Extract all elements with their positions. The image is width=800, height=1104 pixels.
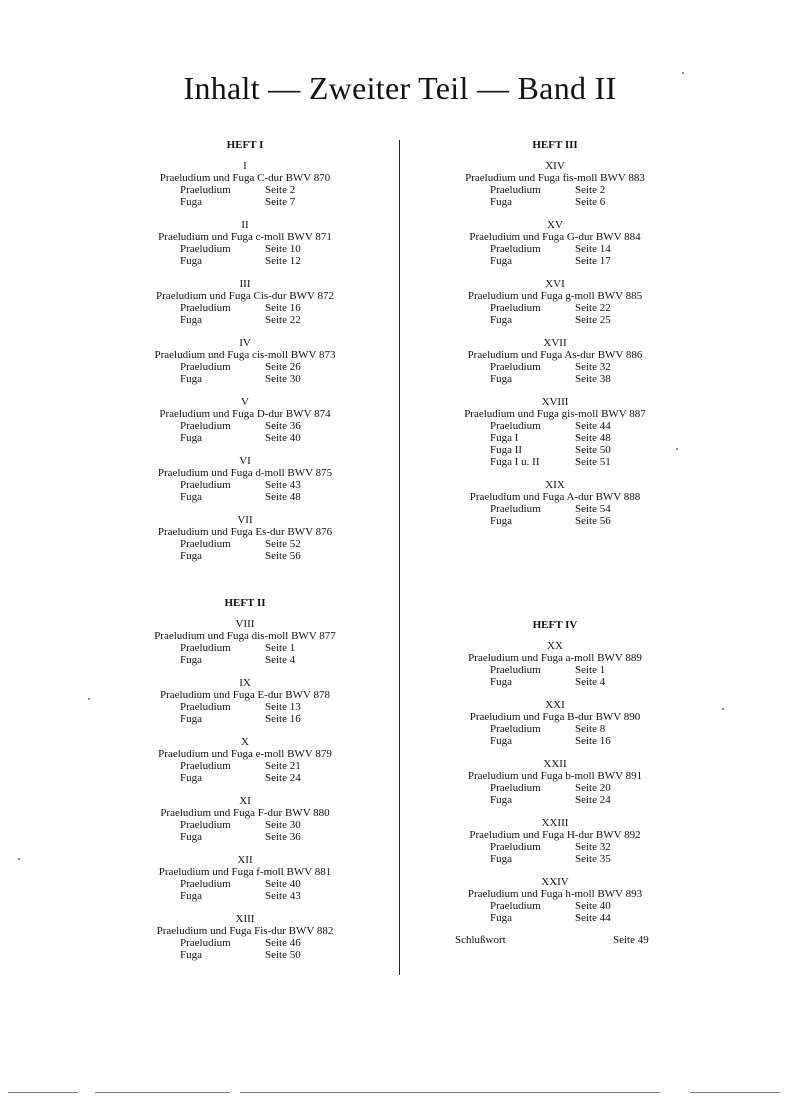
page-number: Seite 12 bbox=[265, 255, 301, 267]
page-number: Seite 40 bbox=[265, 432, 301, 444]
page-number: Seite 54 bbox=[575, 503, 611, 515]
part-row bbox=[405, 432, 705, 444]
part-label: Fuga bbox=[180, 772, 202, 784]
roman-numeral: XXI bbox=[545, 699, 565, 711]
page-number: Seite 48 bbox=[575, 432, 611, 444]
part-row bbox=[405, 735, 705, 747]
roman-numeral: VIII bbox=[235, 618, 255, 630]
part-label: Praeludium bbox=[180, 302, 231, 314]
part-label: Praeludium bbox=[490, 723, 541, 735]
part-row bbox=[95, 550, 395, 562]
part-row bbox=[405, 853, 705, 865]
toc-entry bbox=[95, 736, 395, 784]
part-row bbox=[95, 937, 395, 949]
part-row bbox=[405, 255, 705, 267]
page-number: Seite 1 bbox=[575, 664, 606, 676]
entry-title: Praeludium und Fuga As-dur BWV 886 bbox=[467, 349, 643, 361]
page-number: Seite 50 bbox=[575, 444, 611, 456]
entry-title: Praeludium und Fuga a-moll BWV 889 bbox=[468, 652, 642, 664]
part-row bbox=[95, 196, 395, 208]
part-label: Praeludium bbox=[180, 243, 231, 255]
part-label: Fuga bbox=[180, 491, 202, 503]
scan-speck bbox=[88, 698, 90, 700]
part-row bbox=[405, 723, 705, 735]
part-label: Fuga bbox=[490, 735, 512, 747]
page-number: Seite 26 bbox=[265, 361, 301, 373]
part-label: Fuga bbox=[490, 373, 512, 385]
page-number: Seite 22 bbox=[575, 302, 611, 314]
toc-entry bbox=[95, 618, 395, 666]
page-number: Seite 43 bbox=[265, 479, 301, 491]
page-number: Seite 25 bbox=[575, 314, 611, 326]
page-number: Seite 56 bbox=[265, 550, 301, 562]
part-row bbox=[95, 361, 395, 373]
toc-entry bbox=[405, 479, 705, 527]
page-number: Seite 43 bbox=[265, 890, 301, 902]
page-number: Seite 46 bbox=[265, 937, 301, 949]
page-number: Seite 14 bbox=[575, 243, 611, 255]
part-label: Praeludium bbox=[490, 243, 541, 255]
heft-heading: HEFT II bbox=[224, 597, 266, 609]
part-label: Praeludium bbox=[180, 479, 231, 491]
entry-title: Praeludium und Fuga g-moll BWV 885 bbox=[467, 290, 643, 302]
scan-rule bbox=[95, 1092, 230, 1093]
page-number: Seite 24 bbox=[265, 772, 301, 784]
part-label: Praeludium bbox=[490, 302, 541, 314]
part-label: Fuga bbox=[180, 949, 202, 961]
entry-title: Praeludium und Fuga F-dur BWV 880 bbox=[160, 807, 330, 819]
part-label: Fuga bbox=[490, 255, 512, 267]
part-label: Praeludium bbox=[180, 701, 231, 713]
part-row bbox=[405, 900, 705, 912]
page-number: Seite 13 bbox=[265, 701, 301, 713]
scan-speck bbox=[676, 448, 678, 450]
roman-numeral: X bbox=[241, 736, 249, 748]
part-row bbox=[95, 491, 395, 503]
part-label: Fuga bbox=[490, 912, 512, 924]
part-label: Fuga bbox=[180, 432, 202, 444]
part-row bbox=[95, 949, 395, 961]
part-label: Praeludium bbox=[180, 878, 231, 890]
toc-entry bbox=[405, 699, 705, 747]
roman-numeral: XIX bbox=[545, 479, 565, 491]
page-number: Seite 4 bbox=[265, 654, 296, 666]
roman-numeral: XVI bbox=[545, 278, 565, 290]
page-number: Seite 4 bbox=[575, 676, 606, 688]
part-label: Fuga bbox=[180, 831, 202, 843]
page-number: Seite 2 bbox=[265, 184, 296, 196]
part-label: Praeludium bbox=[490, 361, 541, 373]
scan-rule bbox=[240, 1092, 660, 1093]
part-label: Fuga bbox=[490, 794, 512, 806]
part-row bbox=[405, 676, 705, 688]
part-label: Praeludium bbox=[180, 819, 231, 831]
entry-title: Praeludium und Fuga Es-dur BWV 876 bbox=[157, 526, 333, 538]
part-label: Praeludium bbox=[180, 937, 231, 949]
toc-entry bbox=[95, 795, 395, 843]
part-label: Praeludium bbox=[490, 664, 541, 676]
page-number: Seite 17 bbox=[575, 255, 611, 267]
part-row bbox=[95, 373, 395, 385]
roman-numeral: VII bbox=[237, 514, 253, 526]
toc-entry bbox=[95, 337, 395, 385]
page-number: Seite 38 bbox=[575, 373, 611, 385]
part-row bbox=[405, 444, 705, 456]
page-number: Seite 16 bbox=[265, 302, 301, 314]
roman-numeral: XXIII bbox=[541, 817, 569, 829]
part-label: Fuga II bbox=[490, 444, 523, 456]
page-number: Seite 51 bbox=[575, 456, 611, 468]
part-row bbox=[95, 432, 395, 444]
toc-entry bbox=[95, 278, 395, 326]
toc-entry bbox=[405, 278, 705, 326]
part-label: Fuga bbox=[180, 654, 202, 666]
page-number: Seite 20 bbox=[575, 782, 611, 794]
page-number: Seite 56 bbox=[575, 515, 611, 527]
part-row bbox=[95, 479, 395, 491]
page-number: Seite 35 bbox=[575, 853, 611, 865]
entry-title: Praeludium und Fuga A-dur BWV 888 bbox=[469, 491, 641, 503]
page-number: Seite 7 bbox=[265, 196, 296, 208]
part-label: Praeludium bbox=[180, 642, 231, 654]
part-label: Praeludium bbox=[490, 503, 541, 515]
part-row bbox=[95, 243, 395, 255]
entry-title: Praeludium und Fuga Cis-dur BWV 872 bbox=[156, 290, 334, 302]
part-row bbox=[95, 878, 395, 890]
part-label: Fuga bbox=[180, 255, 202, 267]
page-title: Inhalt — Zweiter Teil — Band II bbox=[183, 70, 617, 106]
part-row bbox=[95, 713, 395, 725]
toc-entry bbox=[405, 160, 705, 208]
entry-title: Praeludium und Fuga cis-moll BWV 873 bbox=[154, 349, 336, 361]
page-number: Seite 16 bbox=[575, 735, 611, 747]
heft-heading: HEFT IV bbox=[532, 619, 578, 631]
part-label: Fuga bbox=[180, 550, 202, 562]
part-row bbox=[95, 302, 395, 314]
part-row bbox=[95, 890, 395, 902]
part-row bbox=[405, 302, 705, 314]
part-label: Fuga bbox=[490, 853, 512, 865]
roman-numeral: XII bbox=[237, 854, 253, 866]
part-row bbox=[95, 772, 395, 784]
part-row bbox=[405, 196, 705, 208]
scan-rule bbox=[8, 1092, 78, 1093]
entry-title: Praeludium und Fuga B-dur BWV 890 bbox=[469, 711, 641, 723]
part-label: Praeludium bbox=[490, 841, 541, 853]
part-label: Fuga bbox=[490, 314, 512, 326]
part-row bbox=[405, 184, 705, 196]
part-row bbox=[405, 420, 705, 432]
entry-title: Praeludium und Fuga G-dur BWV 884 bbox=[469, 231, 641, 243]
roman-numeral: I bbox=[243, 160, 247, 172]
part-label: Praeludium bbox=[180, 760, 231, 772]
toc-entry bbox=[95, 677, 395, 725]
part-row bbox=[95, 255, 395, 267]
page-number: Seite 36 bbox=[265, 420, 301, 432]
right-column bbox=[405, 138, 705, 948]
roman-numeral: V bbox=[241, 396, 249, 408]
part-label: Fuga bbox=[490, 196, 512, 208]
part-row bbox=[405, 794, 705, 806]
page-number: Seite 24 bbox=[575, 794, 611, 806]
left-column bbox=[95, 138, 395, 961]
entry-title: Praeludium und Fuga H-dur BWV 892 bbox=[469, 829, 641, 841]
part-row bbox=[95, 701, 395, 713]
roman-numeral: XV bbox=[547, 219, 563, 231]
entry-title: Praeludium und Fuga c-moll BWV 871 bbox=[158, 231, 332, 243]
toc-entry bbox=[95, 514, 395, 562]
toc-entry bbox=[405, 337, 705, 385]
roman-numeral: IV bbox=[239, 337, 251, 349]
page-number: Seite 36 bbox=[265, 831, 301, 843]
toc-entry bbox=[405, 396, 705, 468]
scan-speck bbox=[18, 858, 20, 860]
entry-title: Praeludium und Fuga b-moll BWV 891 bbox=[467, 770, 643, 782]
scan-speck bbox=[682, 72, 684, 74]
entry-title: Praeludium und Fuga d-moll BWV 875 bbox=[157, 467, 333, 479]
part-label: Praeludium bbox=[490, 782, 541, 794]
part-label: Praeludium bbox=[490, 900, 541, 912]
part-row bbox=[405, 456, 705, 468]
part-row bbox=[405, 314, 705, 326]
part-label: Fuga bbox=[180, 314, 202, 326]
page-number: Seite 40 bbox=[265, 878, 301, 890]
toc-entry bbox=[95, 913, 395, 961]
part-label: Fuga bbox=[490, 676, 512, 688]
toc-entry bbox=[95, 854, 395, 902]
part-row bbox=[405, 841, 705, 853]
page-number: Seite 30 bbox=[265, 373, 301, 385]
page-number: Seite 30 bbox=[265, 819, 301, 831]
page-number: Seite 50 bbox=[265, 949, 301, 961]
page-number: Seite 52 bbox=[265, 538, 301, 550]
entry-title: Praeludium und Fuga Fis-dur BWV 882 bbox=[156, 925, 334, 937]
part-label: Fuga bbox=[180, 196, 202, 208]
page-number: Seite 22 bbox=[265, 314, 301, 326]
part-row bbox=[405, 782, 705, 794]
part-row bbox=[95, 420, 395, 432]
part-label: Fuga I u. II bbox=[490, 456, 540, 468]
part-row bbox=[95, 831, 395, 843]
page-number: Seite 16 bbox=[265, 713, 301, 725]
part-label: Fuga bbox=[490, 515, 512, 527]
roman-numeral: XXIV bbox=[541, 876, 569, 888]
page-number: Seite 32 bbox=[575, 361, 611, 373]
scan-rule bbox=[690, 1092, 780, 1093]
part-label: Fuga bbox=[180, 373, 202, 385]
part-label: Praeludium bbox=[180, 538, 231, 550]
entry-title: Praeludium und Fuga C-dur BWV 870 bbox=[159, 172, 331, 184]
part-label: Praeludium bbox=[180, 361, 231, 373]
roman-numeral: XX bbox=[547, 640, 563, 652]
roman-numeral: VI bbox=[239, 455, 251, 467]
roman-numeral: XI bbox=[239, 795, 251, 807]
part-row bbox=[95, 642, 395, 654]
part-label: Praeludium bbox=[180, 420, 231, 432]
page-number: Seite 1 bbox=[265, 642, 296, 654]
page-number: Seite 48 bbox=[265, 491, 301, 503]
page-number: Seite 21 bbox=[265, 760, 301, 772]
heft-heading: HEFT I bbox=[226, 139, 264, 151]
part-row bbox=[405, 361, 705, 373]
part-row bbox=[405, 912, 705, 924]
scan-speck bbox=[722, 708, 724, 710]
page-number: Seite 40 bbox=[575, 900, 611, 912]
part-row bbox=[95, 654, 395, 666]
closing-row bbox=[405, 934, 705, 948]
entry-title: Praeludium und Fuga f-moll BWV 881 bbox=[158, 866, 332, 878]
roman-numeral: XIII bbox=[235, 913, 255, 925]
part-label: Fuga bbox=[180, 890, 202, 902]
entry-title: Praeludium und Fuga dis-moll BWV 877 bbox=[154, 630, 336, 642]
roman-numeral: XVII bbox=[543, 337, 567, 349]
entry-title: Praeludium und Fuga h-moll BWV 893 bbox=[467, 888, 643, 900]
part-row bbox=[405, 515, 705, 527]
part-row bbox=[95, 819, 395, 831]
entry-title: Praeludium und Fuga gis-moll BWV 887 bbox=[464, 408, 646, 420]
toc-entry bbox=[95, 396, 395, 444]
page-number: Seite 44 bbox=[575, 420, 611, 432]
page-number: Seite 44 bbox=[575, 912, 611, 924]
roman-numeral: II bbox=[241, 219, 249, 231]
part-row bbox=[95, 538, 395, 550]
part-label: Fuga I bbox=[490, 432, 519, 444]
part-row bbox=[405, 243, 705, 255]
toc-entry bbox=[95, 160, 395, 208]
closing-label: Schlußwort bbox=[455, 934, 506, 946]
part-row bbox=[95, 184, 395, 196]
page-number: Seite 2 bbox=[575, 184, 606, 196]
toc-entry bbox=[95, 455, 395, 503]
part-label: Praeludium bbox=[490, 420, 541, 432]
roman-numeral: XXII bbox=[543, 758, 567, 770]
part-label: Praeludium bbox=[180, 184, 231, 196]
page-number: Seite 32 bbox=[575, 841, 611, 853]
page-number: Seite 10 bbox=[265, 243, 301, 255]
part-label: Praeludium bbox=[490, 184, 541, 196]
roman-numeral: XIV bbox=[545, 160, 565, 172]
part-row bbox=[95, 314, 395, 326]
page-number: Seite 6 bbox=[575, 196, 606, 208]
page-number: Seite 8 bbox=[575, 723, 606, 735]
toc-entry bbox=[405, 876, 705, 924]
entry-title: Praeludium und Fuga D-dur BWV 874 bbox=[159, 408, 331, 420]
part-row bbox=[95, 760, 395, 772]
closing-page: Seite 49 bbox=[613, 934, 649, 946]
roman-numeral: IX bbox=[239, 677, 251, 689]
column-divider bbox=[399, 140, 400, 975]
part-row bbox=[405, 503, 705, 515]
heft-heading: HEFT III bbox=[532, 139, 578, 151]
toc-entry bbox=[405, 640, 705, 688]
roman-numeral: XVIII bbox=[541, 396, 569, 408]
entry-title: Praeludium und Fuga fis-moll BWV 883 bbox=[465, 172, 645, 184]
entry-title: Praeludium und Fuga E-dur BWV 878 bbox=[160, 689, 330, 701]
toc-entry bbox=[405, 219, 705, 267]
toc-entry bbox=[95, 219, 395, 267]
part-row bbox=[405, 373, 705, 385]
part-row bbox=[405, 664, 705, 676]
entry-title: Praeludium und Fuga e-moll BWV 879 bbox=[158, 748, 332, 760]
part-label: Fuga bbox=[180, 713, 202, 725]
toc-entry bbox=[405, 817, 705, 865]
roman-numeral: III bbox=[239, 278, 251, 290]
toc-entry bbox=[405, 758, 705, 806]
